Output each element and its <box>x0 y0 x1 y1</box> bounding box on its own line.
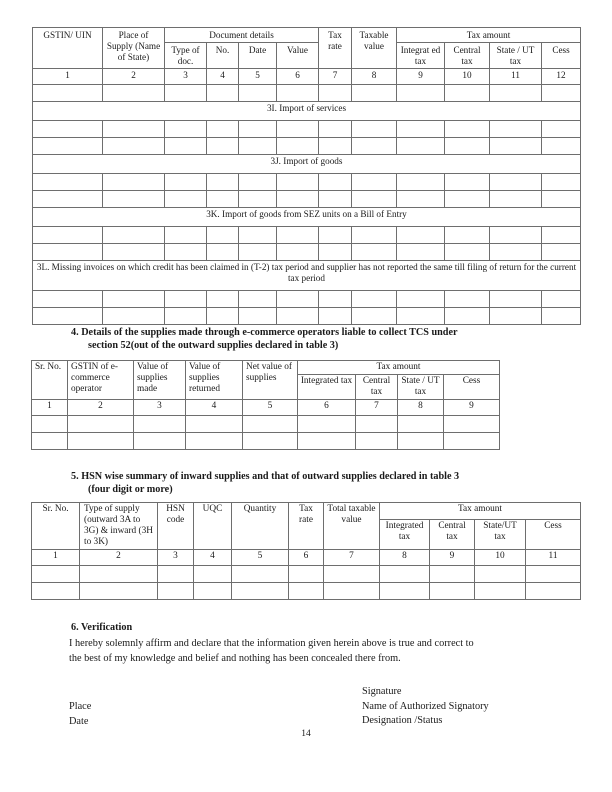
cell[interactable] <box>397 243 445 260</box>
cell[interactable] <box>380 565 430 582</box>
colnum-3: 3 <box>165 68 207 84</box>
cell[interactable] <box>165 137 207 154</box>
cell[interactable] <box>158 582 194 599</box>
cell[interactable] <box>526 582 581 599</box>
cell[interactable] <box>289 582 324 599</box>
cell[interactable] <box>542 137 581 154</box>
cell[interactable] <box>207 226 239 243</box>
colnum-11: 11 <box>526 549 581 565</box>
colnum-11: 11 <box>490 68 542 84</box>
cell[interactable] <box>397 173 445 190</box>
colnum-9: 9 <box>444 399 500 415</box>
colnum-2: 2 <box>103 68 165 84</box>
section-5-heading <box>71 470 571 497</box>
table-row[interactable] <box>33 173 581 190</box>
cell[interactable] <box>542 290 581 307</box>
cell[interactable] <box>277 190 319 207</box>
cell[interactable] <box>430 582 475 599</box>
th-value-of-supplies-returned: Value of supplies returned <box>186 361 243 400</box>
cell[interactable] <box>352 307 397 324</box>
table-3-inward-supplies <box>32 27 581 325</box>
table-row[interactable] <box>32 565 581 582</box>
cell[interactable] <box>239 307 277 324</box>
place-label: Place <box>69 701 92 712</box>
cell[interactable] <box>445 307 490 324</box>
table-row[interactable] <box>33 226 581 243</box>
cell[interactable] <box>445 137 490 154</box>
cell[interactable] <box>398 432 444 449</box>
verification-body <box>69 637 554 666</box>
section-6-heading-label: 6. Verification <box>71 622 133 633</box>
table-row-column-numbers <box>32 399 500 415</box>
cell[interactable] <box>165 226 207 243</box>
cell[interactable] <box>542 84 581 101</box>
th-tax-amount: Tax amount <box>298 361 500 375</box>
table-4-ecommerce-tcs <box>31 360 500 450</box>
cell[interactable] <box>33 84 103 101</box>
cell-shaded <box>33 173 103 190</box>
cell[interactable] <box>430 565 475 582</box>
cell[interactable] <box>298 432 356 449</box>
th-integrated-tax: Integrated tax <box>298 374 356 399</box>
cell-shaded <box>33 120 103 137</box>
section-label-3j: 3J. Import of goods <box>33 154 581 173</box>
cell[interactable] <box>397 290 445 307</box>
cell[interactable] <box>33 243 103 260</box>
cell[interactable] <box>319 190 352 207</box>
cell[interactable] <box>186 415 243 432</box>
cell[interactable] <box>445 190 490 207</box>
cell[interactable] <box>289 565 324 582</box>
section-label-3k: 3K. Import of goods from SEZ units on a Bill of Entry <box>33 207 581 226</box>
th-integrated-tax: Integrat ed tax <box>397 42 445 68</box>
table-row[interactable] <box>33 137 581 154</box>
cell[interactable] <box>445 84 490 101</box>
cell[interactable] <box>194 582 232 599</box>
cell[interactable] <box>352 120 397 137</box>
th-cess: Cess <box>444 374 500 399</box>
th-gstin-ecommerce-operator: GSTIN of e-commerce operator <box>68 361 134 400</box>
colnum-5: 5 <box>243 399 298 415</box>
cell[interactable] <box>445 243 490 260</box>
cell[interactable] <box>33 190 103 207</box>
colnum-5: 5 <box>239 68 277 84</box>
signature-block <box>362 685 489 729</box>
cell[interactable] <box>319 226 352 243</box>
th-state-ut-tax: State / UT tax <box>490 42 542 68</box>
cell[interactable] <box>397 84 445 101</box>
cell[interactable] <box>165 290 207 307</box>
cell[interactable] <box>277 290 319 307</box>
table-row-section-3l <box>33 260 581 290</box>
cell[interactable] <box>32 582 80 599</box>
cell[interactable] <box>158 565 194 582</box>
colnum-7: 7 <box>356 399 398 415</box>
cell[interactable] <box>397 120 445 137</box>
colnum-3: 3 <box>134 399 186 415</box>
table-row[interactable] <box>33 190 581 207</box>
cell[interactable] <box>319 173 352 190</box>
cell[interactable] <box>277 226 319 243</box>
table-row[interactable] <box>33 307 581 324</box>
cell[interactable] <box>398 415 444 432</box>
cell[interactable] <box>103 243 165 260</box>
cell[interactable] <box>445 120 490 137</box>
section-label-3i: 3I. Import of services <box>33 101 581 120</box>
th-tax-rate: Tax rate <box>319 28 352 69</box>
signature-label: Signature <box>362 686 402 697</box>
table-row[interactable] <box>33 84 581 101</box>
cell[interactable] <box>239 190 277 207</box>
date-label: Date <box>69 715 89 727</box>
cell[interactable] <box>239 120 277 137</box>
th-gstin-uin: GSTIN/ UIN <box>33 28 103 69</box>
th-total-taxable-value: Total taxable value <box>324 503 380 550</box>
colnum-5: 5 <box>232 549 289 565</box>
cell[interactable] <box>33 307 103 324</box>
cell[interactable] <box>207 307 239 324</box>
cell[interactable] <box>397 307 445 324</box>
cell[interactable] <box>277 173 319 190</box>
cell[interactable] <box>319 243 352 260</box>
cell[interactable] <box>397 190 445 207</box>
cell[interactable] <box>490 226 542 243</box>
th-value-of-supplies-made: Value of supplies made <box>134 361 186 400</box>
cell[interactable] <box>68 432 134 449</box>
cell[interactable] <box>356 415 398 432</box>
verification-line-2: the best of my knowledge and belief and nothing has been concealed there from. <box>69 652 401 664</box>
cell[interactable] <box>103 307 165 324</box>
cell[interactable] <box>165 307 207 324</box>
th-central-tax: Central tax <box>445 42 490 68</box>
th-document-details: Document details <box>165 28 319 43</box>
colnum-4: 4 <box>186 399 243 415</box>
th-date: Date <box>239 42 277 68</box>
th-cess: Cess <box>526 519 581 549</box>
table-row[interactable] <box>33 120 581 137</box>
cell[interactable] <box>239 84 277 101</box>
cell[interactable] <box>232 582 289 599</box>
table-row-column-numbers <box>33 68 581 84</box>
page-number: 14 <box>301 729 311 739</box>
cell[interactable] <box>239 226 277 243</box>
th-place-of-supply: Place of Supply (Name of State) <box>103 28 165 69</box>
cell[interactable] <box>352 290 397 307</box>
th-central-tax: Central tax <box>430 519 475 549</box>
cell[interactable] <box>324 582 380 599</box>
cell[interactable] <box>542 120 581 137</box>
cell[interactable] <box>194 565 232 582</box>
designation-status-label: Designation /Status <box>362 715 443 727</box>
cell[interactable] <box>207 190 239 207</box>
cell[interactable] <box>542 243 581 260</box>
cell[interactable] <box>32 565 80 582</box>
cell[interactable] <box>207 120 239 137</box>
cell[interactable] <box>207 137 239 154</box>
cell[interactable] <box>207 84 239 101</box>
cell[interactable] <box>207 243 239 260</box>
cell[interactable] <box>475 565 526 582</box>
cell[interactable] <box>352 84 397 101</box>
cell[interactable] <box>444 415 500 432</box>
colnum-4: 4 <box>194 549 232 565</box>
colnum-1: 1 <box>32 549 80 565</box>
cell[interactable] <box>134 432 186 449</box>
cell[interactable] <box>319 290 352 307</box>
section-5-heading-line1: 5. HSN wise summary of inward supplies and that of outward supplies declared in table 3 <box>71 471 460 482</box>
cell[interactable] <box>490 243 542 260</box>
cell[interactable] <box>165 190 207 207</box>
th-tax-rate: Tax rate <box>289 503 324 550</box>
th-net-value-of-supplies: Net value of supplies <box>243 361 298 400</box>
th-type-of-doc: Type of doc. <box>165 42 207 68</box>
cell[interactable] <box>80 565 158 582</box>
cell[interactable] <box>397 226 445 243</box>
cell[interactable] <box>165 84 207 101</box>
cell[interactable] <box>490 137 542 154</box>
cell[interactable] <box>32 432 68 449</box>
table-row-section-3j <box>33 154 581 173</box>
cell[interactable] <box>239 173 277 190</box>
cell[interactable] <box>243 415 298 432</box>
cell[interactable] <box>380 582 430 599</box>
th-cess: Cess <box>542 42 581 68</box>
cell[interactable] <box>277 137 319 154</box>
th-hsn-code: HSN code <box>158 503 194 550</box>
colnum-10: 10 <box>445 68 490 84</box>
cell[interactable] <box>33 290 103 307</box>
cell[interactable] <box>243 432 298 449</box>
colnum-9: 9 <box>430 549 475 565</box>
cell[interactable] <box>277 307 319 324</box>
colnum-8: 8 <box>352 68 397 84</box>
colnum-7: 7 <box>324 549 380 565</box>
cell[interactable] <box>165 243 207 260</box>
cell[interactable] <box>445 226 490 243</box>
th-quantity: Quantity <box>232 503 289 550</box>
colnum-9: 9 <box>397 68 445 84</box>
cell[interactable] <box>239 243 277 260</box>
colnum-8: 8 <box>380 549 430 565</box>
cell[interactable] <box>232 565 289 582</box>
cell[interactable] <box>165 120 207 137</box>
th-uqc: UQC <box>194 503 232 550</box>
cell[interactable] <box>207 290 239 307</box>
cell[interactable] <box>397 137 445 154</box>
table-row-column-numbers <box>32 549 581 565</box>
cell[interactable] <box>445 290 490 307</box>
colnum-2: 2 <box>68 399 134 415</box>
th-state-ut-tax: State/UT tax <box>475 519 526 549</box>
table-row[interactable] <box>32 415 500 432</box>
cell[interactable] <box>186 432 243 449</box>
cell[interactable] <box>542 173 581 190</box>
cell[interactable] <box>356 432 398 449</box>
cell[interactable] <box>134 415 186 432</box>
cell[interactable] <box>490 84 542 101</box>
cell[interactable] <box>542 307 581 324</box>
cell[interactable] <box>490 307 542 324</box>
section-4-heading-line2: section 52(out of the outward supplies declared in table 3) <box>88 340 339 352</box>
cell[interactable] <box>165 173 207 190</box>
colnum-2: 2 <box>80 549 158 565</box>
table-row[interactable] <box>32 432 500 449</box>
cell[interactable] <box>103 226 165 243</box>
th-tax-amount: Tax amount <box>397 28 581 43</box>
cell[interactable] <box>352 243 397 260</box>
cell[interactable] <box>103 120 165 137</box>
cell[interactable] <box>239 290 277 307</box>
th-sr-no: Sr. No. <box>32 503 80 550</box>
th-central-tax: Central tax <box>356 374 398 399</box>
section-4-heading-line1: 4. Details of the supplies made through e-commerce operators liable to collect TCS under <box>71 327 458 338</box>
cell[interactable] <box>319 137 352 154</box>
section-label-3l: 3L. Missing invoices on which credit has been claimed in (T-2) tax period and supplier has not reported the same till filing of return for the current tax period <box>33 260 581 290</box>
cell[interactable] <box>239 137 277 154</box>
verification-line-1: I hereby solemnly affirm and declare that the information given herein above is true and correct to <box>69 638 474 649</box>
cell[interactable] <box>490 290 542 307</box>
cell[interactable] <box>444 432 500 449</box>
cell[interactable] <box>103 84 165 101</box>
th-tax-amount: Tax amount <box>380 503 581 520</box>
cell[interactable] <box>490 190 542 207</box>
th-no: No. <box>207 42 239 68</box>
cell[interactable] <box>277 84 319 101</box>
table-row[interactable] <box>33 290 581 307</box>
cell[interactable] <box>277 120 319 137</box>
colnum-1: 1 <box>33 68 103 84</box>
cell[interactable] <box>32 415 68 432</box>
colnum-6: 6 <box>298 399 356 415</box>
colnum-8: 8 <box>398 399 444 415</box>
cell[interactable] <box>103 173 165 190</box>
cell[interactable] <box>103 190 165 207</box>
cell[interactable] <box>298 415 356 432</box>
cell[interactable] <box>352 137 397 154</box>
colnum-1: 1 <box>32 399 68 415</box>
th-taxable-value: Taxable value <box>352 28 397 69</box>
cell[interactable] <box>324 565 380 582</box>
table-row[interactable] <box>32 582 581 599</box>
colnum-7: 7 <box>319 68 352 84</box>
cell[interactable] <box>352 226 397 243</box>
cell[interactable] <box>33 226 103 243</box>
table-row-section-3i <box>33 101 581 120</box>
th-state-ut-tax: State / UT tax <box>398 374 444 399</box>
cell[interactable] <box>526 565 581 582</box>
cell[interactable] <box>490 120 542 137</box>
colnum-3: 3 <box>158 549 194 565</box>
cell[interactable] <box>277 243 319 260</box>
place-date-block <box>69 700 91 729</box>
cell[interactable] <box>319 84 352 101</box>
cell[interactable] <box>80 582 158 599</box>
table-5-hsn-summary <box>31 502 581 600</box>
cell[interactable] <box>352 173 397 190</box>
cell[interactable] <box>103 137 165 154</box>
cell-shaded <box>445 173 490 190</box>
th-sr-no: Sr. No. <box>32 361 68 400</box>
cell[interactable] <box>319 120 352 137</box>
section-5-heading-line2: (four digit or more) <box>88 484 173 496</box>
colnum-4: 4 <box>207 68 239 84</box>
cell[interactable] <box>542 190 581 207</box>
section-6-heading <box>71 621 471 634</box>
th-integrated-tax: Integrated tax <box>380 519 430 549</box>
cell[interactable] <box>352 190 397 207</box>
cell[interactable] <box>33 137 103 154</box>
th-value: Value <box>277 42 319 68</box>
cell[interactable] <box>103 290 165 307</box>
table-row-section-3k <box>33 207 581 226</box>
colnum-6: 6 <box>277 68 319 84</box>
colnum-10: 10 <box>475 549 526 565</box>
cell[interactable] <box>475 582 526 599</box>
authorized-signatory-label: Name of Authorized Signatory <box>362 700 489 712</box>
colnum-12: 12 <box>542 68 581 84</box>
section-4-heading <box>71 326 571 353</box>
cell-shaded <box>490 173 542 190</box>
cell[interactable] <box>542 226 581 243</box>
cell[interactable] <box>319 307 352 324</box>
table-row[interactable] <box>33 243 581 260</box>
cell[interactable] <box>68 415 134 432</box>
cell[interactable] <box>207 173 239 190</box>
th-type-of-supply: Type of supply (outward 3A to 3G) & inward (3H to 3K) <box>80 503 158 550</box>
colnum-6: 6 <box>289 549 324 565</box>
